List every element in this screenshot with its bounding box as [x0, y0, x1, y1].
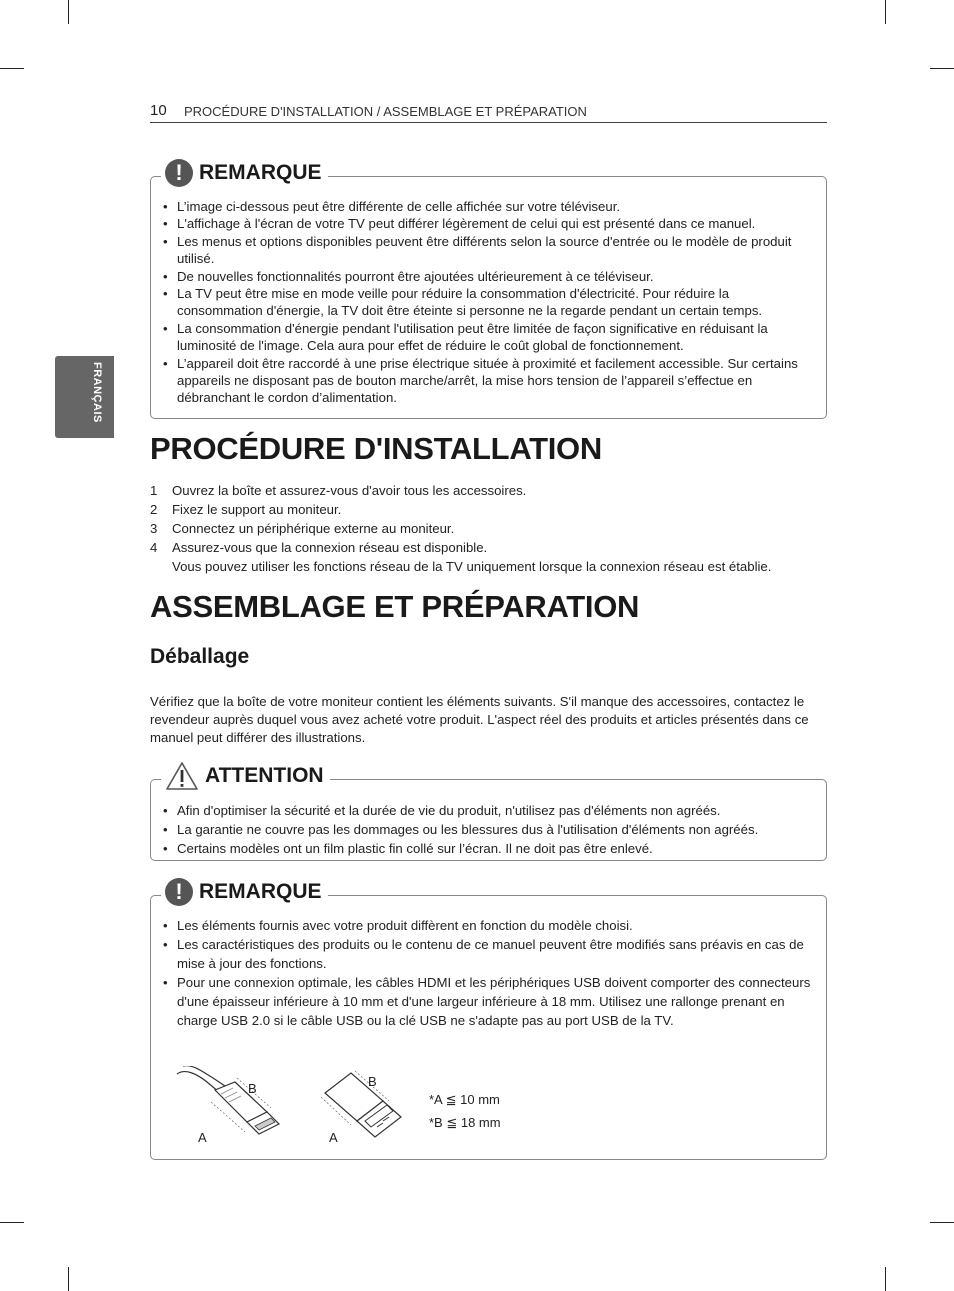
step-number: 1 — [150, 483, 158, 498]
step-number: 2 — [150, 502, 158, 517]
crop-mark — [68, 0, 69, 24]
exclamation-icon: ! — [165, 878, 193, 906]
list-item: • L’appareil doit être raccordé à une prise électrique située à proximité et facilement accessible. Sur certains appareils ne disposant pas de bouton marche/arrêt, la mise hors tension de l’appareil s’effectue en débranchant le cordon d’alimentation. — [163, 355, 812, 407]
list-item: • Les menus et options disponibles peuvent être différents selon la source d'entrée ou le modèle de produit utilisé. — [163, 233, 812, 268]
spec-b: *B ≦ 18 mm — [429, 1115, 501, 1130]
list-item: • La consommation d'énergie pendant l'utilisation peut être limitée de façon significative en réduisant la luminosité de l'image. Cela aura pour effet de réduire le coût global de fonctionnement. — [163, 320, 812, 355]
crop-mark — [885, 0, 886, 24]
language-tab — [55, 356, 114, 438]
list-item: • La garantie ne couvre pas les dommages ou les blessures dus à l'utilisation d'éléments non agréés. — [163, 820, 812, 839]
list-item: • L'affichage à l'écran de votre TV peut différer légèrement de celui qui est présenté dans ce manuel. — [163, 215, 812, 232]
figure-label: B — [248, 1081, 257, 1096]
step-number: 3 — [150, 521, 158, 536]
list-item: • La TV peut être mise en mode veille pour réduire la consommation d'électricité. Pour réduire la consommation d'énergie, la TV doit être éteinte si personne ne la regarde pendant un certain temps. — [163, 285, 812, 320]
note-header — [161, 158, 328, 188]
page-header — [150, 100, 827, 123]
running-title: PROCÉDURE D'INSTALLATION / ASSEMBLAGE ET PRÉPARATION — [184, 104, 587, 119]
figure-label: A — [329, 1130, 338, 1145]
page-number: 10 — [150, 102, 167, 119]
step-text: Connectez un périphérique externe au moniteur. — [172, 521, 455, 536]
exclamation-icon: ! — [165, 159, 193, 187]
crop-mark — [885, 1267, 886, 1291]
note-list — [163, 198, 812, 407]
install-steps — [150, 481, 830, 576]
crop-mark — [930, 68, 954, 69]
crop-mark — [68, 1267, 69, 1291]
list-item: • Les éléments fournis avec votre produit diffèrent en fonction du modèle choisi. — [163, 916, 812, 935]
list-item: • De nouvelles fonctionnalités pourront être ajoutées ultérieurement à ce téléviseur. — [163, 268, 812, 285]
note-box — [150, 160, 827, 419]
warning-icon — [165, 761, 199, 791]
note-label: REMARQUE — [199, 880, 322, 903]
figure-label: A — [198, 1130, 207, 1145]
list-item: • L’image ci-dessous peut être différente de celle affichée sur votre téléviseur. — [163, 198, 812, 215]
step-item — [150, 538, 830, 576]
step-item — [150, 481, 830, 500]
note-box — [150, 879, 827, 1160]
list-item: • Certains modèles ont un film plastic fin collé sur l’écran. Il ne doit pas être enlevé. — [163, 839, 812, 858]
hdmi-connector-illustration — [175, 1066, 291, 1146]
spec-a: *A ≦ 10 mm — [429, 1092, 500, 1107]
subsection-title-unpacking: Déballage — [150, 645, 250, 668]
note-header — [161, 877, 328, 907]
step-note: Vous pouvez utiliser les fonctions réseau de la TV uniquement lorsque la connexion réseau est établie. — [172, 559, 772, 574]
step-number: 4 — [150, 540, 158, 555]
crop-mark — [0, 68, 24, 69]
note-list — [163, 916, 812, 1030]
attention-box — [150, 764, 827, 861]
attention-header — [161, 761, 330, 791]
note-label: REMARQUE — [199, 161, 322, 184]
list-item: • Les caractéristiques des produits ou le contenu de ce manuel peuvent être modifiés sans préavis en cas de mise à jour des fonctions. — [163, 935, 812, 973]
list-item: • Pour une connexion optimale, les câbles HDMI et les périphériques USB doivent comporter des connecteurs d'une épaisseur inférieure à 10 mm et d'une largeur inférieure à 18 mm. Utilisez une rallonge prenant en charge USB 2.0 si le câble USB ou la clé USB ne s'adapte pas au port USB de la TV. — [163, 973, 812, 1030]
list-item: • Afin d'optimiser la sécurité et la durée de vie du produit, n'utilisez pas d'éléments non agréés. — [163, 801, 812, 820]
step-text: Ouvrez la boîte et assurez-vous d'avoir tous les accessoires. — [172, 483, 527, 498]
unpacking-paragraph: Vérifiez que la boîte de votre moniteur contient les éléments suivants. S'il manque des accessoires, contactez le revendeur auprès duquel vous avez acheté votre produit. L'aspect réel des produits et articles présentés dans ce manuel peut différer des illustrations. — [150, 694, 809, 745]
step-text: Assurez-vous que la connexion réseau est disponible. — [172, 540, 488, 555]
attention-list — [163, 801, 812, 858]
section-title-installation: PROCÉDURE D'INSTALLATION — [150, 431, 602, 466]
crop-mark — [930, 1222, 954, 1223]
step-item — [150, 500, 830, 519]
crop-mark — [0, 1222, 24, 1223]
language-tab-label: FRANÇAIS — [91, 362, 103, 423]
section-title-assembly: ASSEMBLAGE ET PRÉPARATION — [150, 589, 640, 624]
figure-label: B — [368, 1074, 377, 1089]
step-text: Fixez le support au moniteur. — [172, 502, 342, 517]
step-item — [150, 519, 830, 538]
attention-label: ATTENTION — [205, 764, 324, 787]
